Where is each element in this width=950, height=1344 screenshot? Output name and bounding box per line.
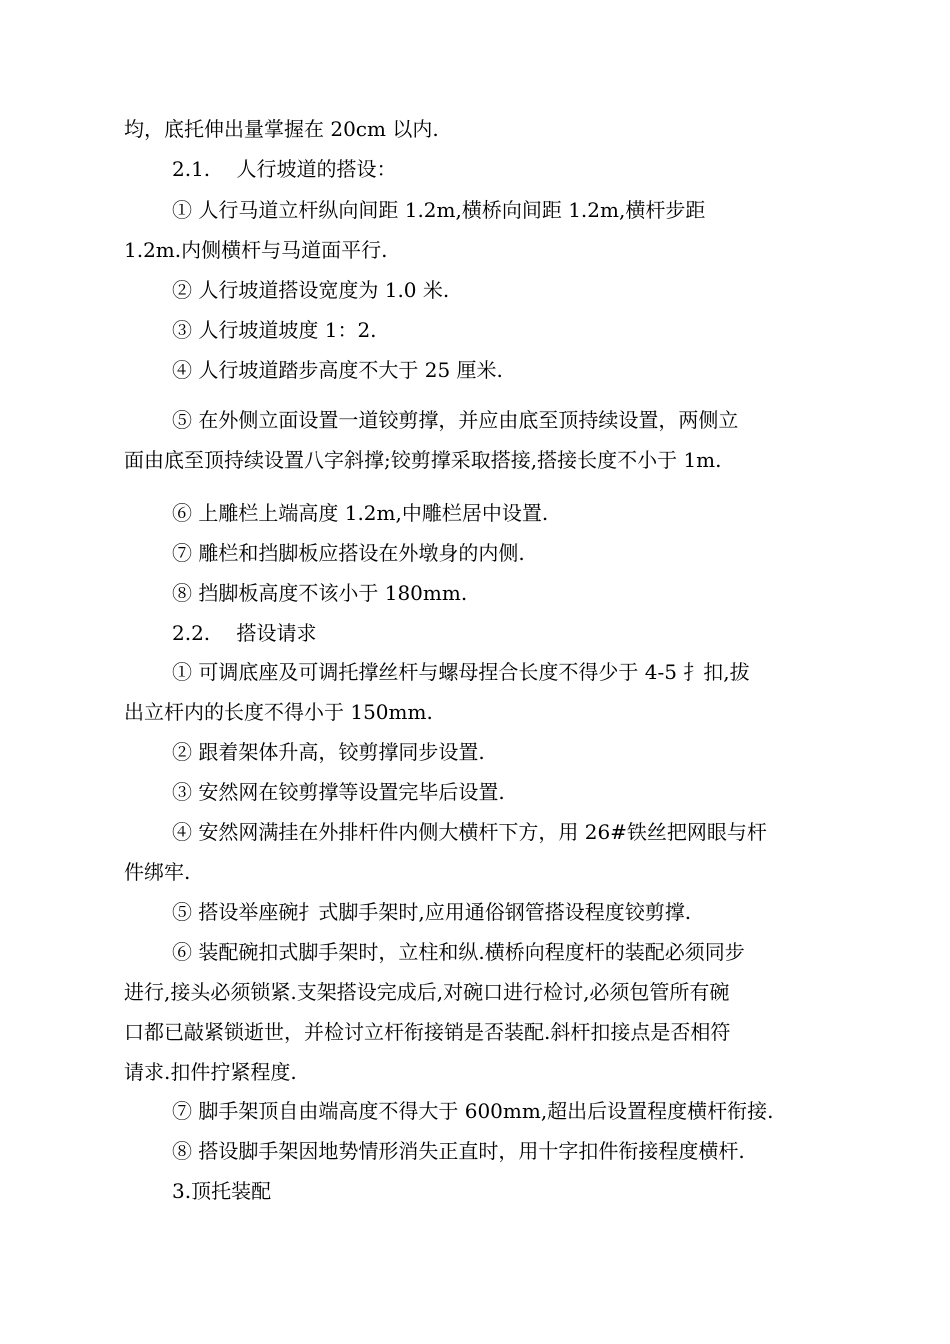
text-line: ② 跟着架体升高，铰剪撑同步设置. xyxy=(172,740,485,764)
text-line: ⑦ 雕栏和挡脚板应搭设在外墩身的内侧. xyxy=(172,541,525,565)
section-heading: 2.2. 搭设请求 xyxy=(172,621,317,645)
text-line: ⑥ 上雕栏上端高度 1.2m,中雕栏居中设置. xyxy=(172,501,549,525)
text-line: 请求.扣件拧紧程度. xyxy=(124,1060,297,1084)
text-line: ③ 安然网在铰剪撑等设置完毕后设置. xyxy=(172,780,505,804)
text-line: ⑧ 搭设脚手架因地势情形消失正直时，用十字扣件衔接程度横杆. xyxy=(172,1139,745,1163)
section-heading: 2.1. 人行坡道的搭设： xyxy=(172,157,397,181)
text-line: ⑥ 装配碗扣式脚手架时，立柱和纵.横桥向程度杆的装配必须同步 xyxy=(172,940,745,964)
text-line: 口都已敲紧锁逝世，并检讨立杆衔接销是否装配.斜杆扣接点是否相符 xyxy=(124,1020,731,1044)
text-line: ④ 安然网满挂在外排杆件内侧大横杆下方，用 26#铁丝把网眼与杆 xyxy=(172,820,767,844)
text-line: 1.2m.内侧横杆与马道面平行. xyxy=(124,238,388,262)
text-line: 出立杆内的长度不得小于 150mm. xyxy=(124,700,433,724)
text-line: 件绑牢. xyxy=(124,860,191,884)
text-line: ① 可调底座及可调托撑丝杆与螺母捏合长度不得少于 4-5 扌扣,拔 xyxy=(172,660,750,684)
text-line: 进行,接头必须锁紧.支架搭设完成后,对碗口进行检讨,必须包管所有碗 xyxy=(124,980,730,1004)
text-line: ② 人行坡道搭设宽度为 1.0 米. xyxy=(172,278,450,302)
text-line: 均，底托伸出量掌握在 20cm 以内. xyxy=(124,117,439,141)
text-line: 面由底至顶持续设置八字斜撑;铰剪撑采取搭接,搭接长度不小于 1m. xyxy=(124,448,722,472)
text-line: ④ 人行坡道踏步高度不大于 25 厘米. xyxy=(172,358,503,382)
text-line: ⑦ 脚手架顶自由端高度不得大于 600mm,超出后设置程度横杆衔接. xyxy=(172,1099,774,1123)
text-line: ⑤ 搭设举座碗扌式脚手架时,应用通俗钢管搭设程度铰剪撑. xyxy=(172,900,692,924)
text-line: ⑧ 挡脚板高度不该小于 180mm. xyxy=(172,581,468,605)
section-heading: 3.顶托装配 xyxy=(172,1179,272,1203)
text-line: ③ 人行坡道坡度 1：2. xyxy=(172,318,377,342)
text-line: ⑤ 在外侧立面设置一道铰剪撑，并应由底至顶持续设置，两侧立 xyxy=(172,408,739,432)
text-line: ① 人行马道立杆纵向间距 1.2m,横桥向间距 1.2m,横杆步距 xyxy=(172,198,706,222)
